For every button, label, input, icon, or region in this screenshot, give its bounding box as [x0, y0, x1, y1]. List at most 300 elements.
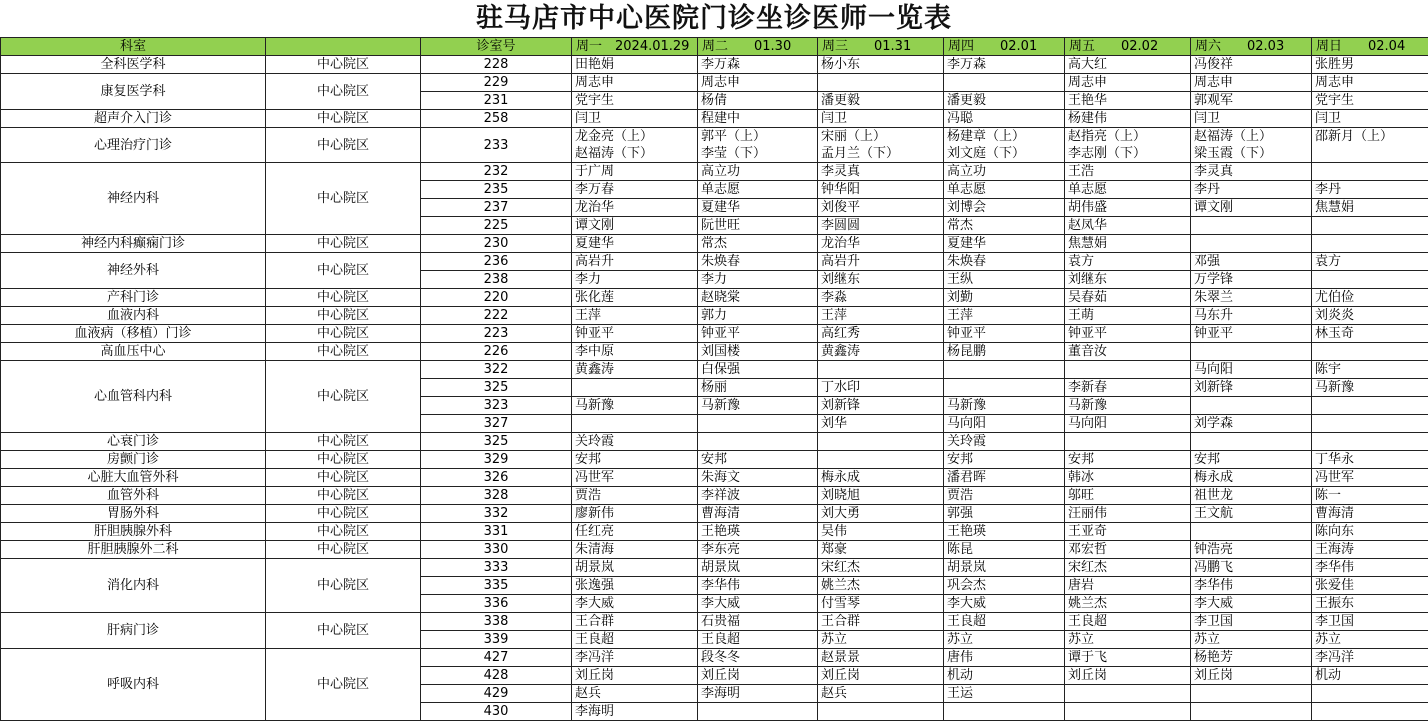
- department-cell[interactable]: 胃肠外科: [1, 505, 266, 523]
- room-cell[interactable]: 336: [421, 595, 572, 613]
- campus-cell[interactable]: 中心院区: [266, 361, 421, 433]
- doctor-cell[interactable]: [944, 361, 1065, 379]
- department-cell[interactable]: 心脏大血管外科: [1, 469, 266, 487]
- doctor-cell[interactable]: 贾浩: [572, 487, 698, 505]
- doctor-cell[interactable]: 李力: [698, 271, 818, 289]
- header-room[interactable]: 诊室号: [421, 38, 572, 56]
- doctor-cell[interactable]: 高立功: [944, 163, 1065, 181]
- doctor-cell[interactable]: [1191, 128, 1312, 163]
- doctor-cell[interactable]: [1065, 128, 1191, 163]
- doctor-cell[interactable]: 闫卫: [818, 110, 944, 128]
- doctor-cell[interactable]: 高立功: [698, 163, 818, 181]
- doctor-cell[interactable]: 刘华: [818, 415, 944, 433]
- doctor-cell[interactable]: [1312, 433, 1428, 451]
- room-cell[interactable]: 323: [421, 397, 572, 415]
- doctor-cell[interactable]: 袁方: [1065, 253, 1191, 271]
- doctor-cell[interactable]: 丁华永: [1312, 451, 1428, 469]
- doctor-cell[interactable]: 谭于飞: [1065, 649, 1191, 667]
- campus-cell[interactable]: 中心院区: [266, 469, 421, 487]
- doctor-cell[interactable]: 郭力: [698, 307, 818, 325]
- doctor-cell[interactable]: 林玉奇: [1312, 325, 1428, 343]
- doctor-cell[interactable]: 田艳娟: [572, 56, 698, 74]
- room-cell[interactable]: 327: [421, 415, 572, 433]
- department-cell[interactable]: 超声介入门诊: [1, 110, 266, 128]
- doctor-cell[interactable]: 朱翠兰: [1191, 289, 1312, 307]
- header-monday[interactable]: 周一 2024.01.29: [572, 38, 698, 56]
- doctor-cell[interactable]: 党宇生: [1312, 92, 1428, 110]
- department-cell[interactable]: 血液病（移植）门诊: [1, 325, 266, 343]
- doctor-cell[interactable]: 刘丘岗: [698, 667, 818, 685]
- room-cell[interactable]: 233: [421, 128, 572, 163]
- doctor-cell[interactable]: [1065, 433, 1191, 451]
- doctor-cell[interactable]: 周志申: [1065, 74, 1191, 92]
- doctor-cell[interactable]: 唐伟: [944, 649, 1065, 667]
- department-cell[interactable]: 心理治疗门诊: [1, 128, 266, 163]
- doctor-cell[interactable]: 王艳瑛: [944, 523, 1065, 541]
- doctor-cell[interactable]: 刘博会: [944, 199, 1065, 217]
- campus-cell[interactable]: 中心院区: [266, 74, 421, 110]
- doctor-cell[interactable]: 王良超: [698, 631, 818, 649]
- campus-cell[interactable]: 中心院区: [266, 613, 421, 649]
- doctor-cell[interactable]: 杨倩: [698, 92, 818, 110]
- doctor-cell[interactable]: 机动: [1312, 667, 1428, 685]
- doctor-cell[interactable]: 李海明: [572, 703, 698, 721]
- room-cell[interactable]: 238: [421, 271, 572, 289]
- campus-cell[interactable]: 中心院区: [266, 325, 421, 343]
- doctor-cell[interactable]: 王亚奇: [1065, 523, 1191, 541]
- room-cell[interactable]: 325: [421, 433, 572, 451]
- doctor-cell[interactable]: [1312, 343, 1428, 361]
- doctor-cell[interactable]: 赵晓棠: [698, 289, 818, 307]
- doctor-cell[interactable]: 朱海文: [698, 469, 818, 487]
- department-cell[interactable]: 呼吸内科: [1, 649, 266, 721]
- doctor-cell[interactable]: 李海明: [698, 685, 818, 703]
- room-cell[interactable]: 427: [421, 649, 572, 667]
- doctor-cell[interactable]: 姚兰杰: [818, 577, 944, 595]
- doctor-cell[interactable]: 刘勤: [944, 289, 1065, 307]
- doctor-cell[interactable]: 刘丘岗: [1065, 667, 1191, 685]
- campus-cell[interactable]: 中心院区: [266, 487, 421, 505]
- doctor-cell[interactable]: [818, 74, 944, 92]
- doctor-cell[interactable]: 陈宇: [1312, 361, 1428, 379]
- doctor-cell[interactable]: 李东亮: [698, 541, 818, 559]
- doctor-cell[interactable]: 刘俊平: [818, 199, 944, 217]
- doctor-cell[interactable]: 郑豪: [818, 541, 944, 559]
- doctor-cell[interactable]: 王良超: [1065, 613, 1191, 631]
- doctor-cell[interactable]: 党宇生: [572, 92, 698, 110]
- room-cell[interactable]: 329: [421, 451, 572, 469]
- doctor-cell[interactable]: 廖新伟: [572, 505, 698, 523]
- doctor-cell[interactable]: [1191, 703, 1312, 721]
- doctor-cell[interactable]: 张爱佳: [1312, 577, 1428, 595]
- doctor-cell[interactable]: 曹海清: [698, 505, 818, 523]
- doctor-cell[interactable]: 潘君晖: [944, 469, 1065, 487]
- doctor-cell[interactable]: 李华伟: [1191, 577, 1312, 595]
- doctor-cell[interactable]: [1312, 217, 1428, 235]
- doctor-cell[interactable]: 汪丽伟: [1065, 505, 1191, 523]
- doctor-cell[interactable]: 阮世旺: [698, 217, 818, 235]
- doctor-cell[interactable]: 高岩升: [572, 253, 698, 271]
- doctor-cell[interactable]: 谭文刚: [1191, 199, 1312, 217]
- doctor-cell[interactable]: 王萍: [818, 307, 944, 325]
- doctor-cell[interactable]: 尤伯俭: [1312, 289, 1428, 307]
- doctor-cell[interactable]: [1191, 217, 1312, 235]
- campus-cell[interactable]: 中心院区: [266, 253, 421, 289]
- doctor-cell[interactable]: 李淼: [818, 289, 944, 307]
- department-cell[interactable]: 神经外科: [1, 253, 266, 289]
- room-cell[interactable]: 258: [421, 110, 572, 128]
- doctor-cell[interactable]: 刘国楼: [698, 343, 818, 361]
- doctor-cell[interactable]: 刘大勇: [818, 505, 944, 523]
- header-tuesday[interactable]: 周二 01.30: [698, 38, 818, 56]
- doctor-cell[interactable]: [698, 128, 818, 163]
- doctor-cell[interactable]: 常杰: [944, 217, 1065, 235]
- doctor-cell[interactable]: 石贵福: [698, 613, 818, 631]
- department-cell[interactable]: 高血压中心: [1, 343, 266, 361]
- doctor-cell[interactable]: [1312, 271, 1428, 289]
- doctor-cell[interactable]: 马向阳: [1065, 415, 1191, 433]
- doctor-cell[interactable]: 马新豫: [944, 397, 1065, 415]
- doctor-cell[interactable]: 冯世军: [1312, 469, 1428, 487]
- room-cell[interactable]: 229: [421, 74, 572, 92]
- doctor-cell[interactable]: 王纵: [944, 271, 1065, 289]
- room-cell[interactable]: 232: [421, 163, 572, 181]
- doctor-cell[interactable]: 苏立: [944, 631, 1065, 649]
- doctor-cell[interactable]: 陈一: [1312, 487, 1428, 505]
- doctor-cell[interactable]: [698, 703, 818, 721]
- doctor-cell[interactable]: [1191, 433, 1312, 451]
- doctor-cell[interactable]: 郭强: [944, 505, 1065, 523]
- doctor-cell[interactable]: [572, 379, 698, 397]
- doctor-cell[interactable]: 李新春: [1065, 379, 1191, 397]
- doctor-cell[interactable]: 刘丘岗: [572, 667, 698, 685]
- room-cell[interactable]: 328: [421, 487, 572, 505]
- doctor-cell[interactable]: 王文航: [1191, 505, 1312, 523]
- doctor-cell[interactable]: [944, 128, 1065, 163]
- doctor-cell[interactable]: 梅永成: [1191, 469, 1312, 487]
- department-cell[interactable]: 血管外科: [1, 487, 266, 505]
- doctor-cell[interactable]: 李灵真: [1191, 163, 1312, 181]
- doctor-cell[interactable]: [1191, 343, 1312, 361]
- doctor-cell[interactable]: 宋红杰: [1065, 559, 1191, 577]
- campus-cell[interactable]: 中心院区: [266, 128, 421, 163]
- doctor-cell[interactable]: 钟华阳: [818, 181, 944, 199]
- doctor-cell[interactable]: 吴春茹: [1065, 289, 1191, 307]
- doctor-cell[interactable]: 胡景岚: [944, 559, 1065, 577]
- campus-cell[interactable]: 中心院区: [266, 56, 421, 74]
- doctor-cell[interactable]: 高岩升: [818, 253, 944, 271]
- doctor-cell[interactable]: 万学锋: [1191, 271, 1312, 289]
- doctor-cell[interactable]: 安邦: [1191, 451, 1312, 469]
- doctor-cell[interactable]: 王良超: [944, 613, 1065, 631]
- doctor-cell[interactable]: 陈向东: [1312, 523, 1428, 541]
- doctor-cell[interactable]: 王艳华: [1065, 92, 1191, 110]
- campus-cell[interactable]: 中心院区: [266, 505, 421, 523]
- header-department[interactable]: 科室: [1, 38, 266, 56]
- doctor-cell[interactable]: 赵凤华: [1065, 217, 1191, 235]
- doctor-cell[interactable]: 钟亚平: [1191, 325, 1312, 343]
- doctor-cell[interactable]: 邓强: [1191, 253, 1312, 271]
- doctor-cell[interactable]: 苏立: [1312, 631, 1428, 649]
- room-cell[interactable]: 325: [421, 379, 572, 397]
- header-area[interactable]: [266, 38, 421, 56]
- doctor-cell[interactable]: 李大威: [1191, 595, 1312, 613]
- doctor-cell[interactable]: 杨昆鹏: [944, 343, 1065, 361]
- doctor-cell[interactable]: [1065, 685, 1191, 703]
- doctor-cell[interactable]: 李大威: [944, 595, 1065, 613]
- doctor-cell[interactable]: 朱焕春: [944, 253, 1065, 271]
- room-cell[interactable]: 236: [421, 253, 572, 271]
- department-cell[interactable]: 神经内科癫痫门诊: [1, 235, 266, 253]
- doctor-cell[interactable]: 李万春: [572, 181, 698, 199]
- doctor-cell[interactable]: 安邦: [1065, 451, 1191, 469]
- doctor-cell[interactable]: [1312, 235, 1428, 253]
- doctor-cell[interactable]: 周志申: [1191, 74, 1312, 92]
- campus-cell[interactable]: 中心院区: [266, 235, 421, 253]
- doctor-cell[interactable]: 潘更毅: [818, 92, 944, 110]
- department-cell[interactable]: 房颤门诊: [1, 451, 266, 469]
- doctor-cell[interactable]: 马向阳: [1191, 361, 1312, 379]
- doctor-cell[interactable]: 钟亚平: [1065, 325, 1191, 343]
- campus-cell[interactable]: 中心院区: [266, 163, 421, 235]
- doctor-cell[interactable]: [1312, 128, 1428, 163]
- doctor-cell[interactable]: 任红亮: [572, 523, 698, 541]
- doctor-cell[interactable]: 邬旺: [1065, 487, 1191, 505]
- room-cell[interactable]: 230: [421, 235, 572, 253]
- doctor-cell[interactable]: 潘更毅: [944, 92, 1065, 110]
- doctor-cell[interactable]: [1312, 397, 1428, 415]
- doctor-cell[interactable]: 安邦: [572, 451, 698, 469]
- doctor-cell[interactable]: 焦慧娟: [1312, 199, 1428, 217]
- doctor-cell[interactable]: 袁方: [1312, 253, 1428, 271]
- doctor-cell[interactable]: 刘丘岗: [1191, 667, 1312, 685]
- department-cell[interactable]: 康复医学科: [1, 74, 266, 110]
- doctor-cell[interactable]: 杨小东: [818, 56, 944, 74]
- department-cell[interactable]: 全科医学科: [1, 56, 266, 74]
- room-cell[interactable]: 332: [421, 505, 572, 523]
- doctor-cell[interactable]: 曹海清: [1312, 505, 1428, 523]
- doctor-cell[interactable]: 李祥波: [698, 487, 818, 505]
- doctor-cell[interactable]: 李中原: [572, 343, 698, 361]
- doctor-cell[interactable]: 刘新锋: [1191, 379, 1312, 397]
- campus-cell[interactable]: 中心院区: [266, 110, 421, 128]
- doctor-cell[interactable]: 刘继东: [1065, 271, 1191, 289]
- doctor-cell[interactable]: 李卫国: [1191, 613, 1312, 631]
- doctor-cell[interactable]: 刘学森: [1191, 415, 1312, 433]
- doctor-cell[interactable]: 邓宏哲: [1065, 541, 1191, 559]
- doctor-cell[interactable]: 闫卫: [1312, 110, 1428, 128]
- department-cell[interactable]: 产科门诊: [1, 289, 266, 307]
- doctor-cell[interactable]: 张逸强: [572, 577, 698, 595]
- doctor-cell[interactable]: 杨艳芳: [1191, 649, 1312, 667]
- doctor-cell[interactable]: [1065, 361, 1191, 379]
- doctor-cell[interactable]: 王合群: [572, 613, 698, 631]
- doctor-cell[interactable]: 冯世军: [572, 469, 698, 487]
- doctor-cell[interactable]: [1191, 685, 1312, 703]
- doctor-cell[interactable]: 朱焕春: [698, 253, 818, 271]
- doctor-cell[interactable]: 黄鑫涛: [572, 361, 698, 379]
- doctor-cell[interactable]: 闫卫: [572, 110, 698, 128]
- doctor-cell[interactable]: [944, 703, 1065, 721]
- doctor-cell[interactable]: 高大红: [1065, 56, 1191, 74]
- doctor-cell[interactable]: [818, 703, 944, 721]
- header-thursday[interactable]: 周四 02.01: [944, 38, 1065, 56]
- doctor-cell[interactable]: 王浩: [1065, 163, 1191, 181]
- doctor-cell[interactable]: 李冯洋: [1312, 649, 1428, 667]
- doctor-cell[interactable]: 李万森: [698, 56, 818, 74]
- doctor-cell[interactable]: 赵兵: [572, 685, 698, 703]
- doctor-cell[interactable]: [572, 415, 698, 433]
- header-friday[interactable]: 周五 02.02: [1065, 38, 1191, 56]
- department-cell[interactable]: 血液内科: [1, 307, 266, 325]
- campus-cell[interactable]: 中心院区: [266, 541, 421, 559]
- doctor-cell[interactable]: 赵景景: [818, 649, 944, 667]
- doctor-cell[interactable]: 龙治华: [572, 199, 698, 217]
- doctor-cell[interactable]: 李丹: [1312, 181, 1428, 199]
- campus-cell[interactable]: 中心院区: [266, 289, 421, 307]
- room-cell[interactable]: 430: [421, 703, 572, 721]
- campus-cell[interactable]: 中心院区: [266, 343, 421, 361]
- doctor-cell[interactable]: [818, 451, 944, 469]
- campus-cell[interactable]: 中心院区: [266, 307, 421, 325]
- doctor-cell[interactable]: 常杰: [698, 235, 818, 253]
- doctor-cell[interactable]: 杨建伟: [1065, 110, 1191, 128]
- room-cell[interactable]: 330: [421, 541, 572, 559]
- doctor-cell[interactable]: 冯聪: [944, 110, 1065, 128]
- doctor-cell[interactable]: 夏建华: [572, 235, 698, 253]
- campus-cell[interactable]: 中心院区: [266, 451, 421, 469]
- doctor-cell[interactable]: 王良超: [572, 631, 698, 649]
- campus-cell[interactable]: 中心院区: [266, 523, 421, 541]
- doctor-cell[interactable]: 李万森: [944, 56, 1065, 74]
- department-cell[interactable]: 肝胆胰腺外二科: [1, 541, 266, 559]
- doctor-cell[interactable]: [1312, 685, 1428, 703]
- doctor-cell[interactable]: 李华伟: [1312, 559, 1428, 577]
- doctor-cell[interactable]: [944, 379, 1065, 397]
- doctor-cell[interactable]: 李灵真: [818, 163, 944, 181]
- doctor-cell[interactable]: 刘晓旭: [818, 487, 944, 505]
- doctor-cell[interactable]: 丁水印: [818, 379, 944, 397]
- doctor-cell[interactable]: 王海涛: [1312, 541, 1428, 559]
- doctor-cell[interactable]: 苏立: [1191, 631, 1312, 649]
- doctor-cell[interactable]: 董音汝: [1065, 343, 1191, 361]
- doctor-cell[interactable]: 胡伟盛: [1065, 199, 1191, 217]
- doctor-cell[interactable]: 刘炎炎: [1312, 307, 1428, 325]
- doctor-cell[interactable]: 闫卫: [1191, 110, 1312, 128]
- doctor-cell[interactable]: 王运: [944, 685, 1065, 703]
- room-cell[interactable]: 225: [421, 217, 572, 235]
- doctor-cell[interactable]: 周志申: [698, 74, 818, 92]
- doctor-cell[interactable]: 钟亚平: [944, 325, 1065, 343]
- doctor-cell[interactable]: [1065, 703, 1191, 721]
- doctor-cell[interactable]: 刘继东: [818, 271, 944, 289]
- room-cell[interactable]: 237: [421, 199, 572, 217]
- room-cell[interactable]: 228: [421, 56, 572, 74]
- doctor-cell[interactable]: [818, 128, 944, 163]
- doctor-cell[interactable]: 李卫国: [1312, 613, 1428, 631]
- header-wednesday[interactable]: 周三 01.31: [818, 38, 944, 56]
- doctor-cell[interactable]: 黄鑫涛: [818, 343, 944, 361]
- doctor-cell[interactable]: 焦慧娟: [1065, 235, 1191, 253]
- doctor-cell[interactable]: 王萌: [1065, 307, 1191, 325]
- doctor-cell[interactable]: 王振东: [1312, 595, 1428, 613]
- doctor-cell[interactable]: [1312, 163, 1428, 181]
- header-saturday[interactable]: 周六 02.03: [1191, 38, 1312, 56]
- doctor-cell[interactable]: 马新豫: [698, 397, 818, 415]
- doctor-cell[interactable]: 韩冰: [1065, 469, 1191, 487]
- department-cell[interactable]: 心衰门诊: [1, 433, 266, 451]
- doctor-cell[interactable]: 苏立: [818, 631, 944, 649]
- doctor-cell[interactable]: 龙治华: [818, 235, 944, 253]
- doctor-cell[interactable]: 吴伟: [818, 523, 944, 541]
- room-cell[interactable]: 338: [421, 613, 572, 631]
- doctor-cell[interactable]: 单志愿: [698, 181, 818, 199]
- doctor-cell[interactable]: 程建中: [698, 110, 818, 128]
- doctor-cell[interactable]: 马向阳: [944, 415, 1065, 433]
- room-cell[interactable]: 223: [421, 325, 572, 343]
- department-cell[interactable]: 神经内科: [1, 163, 266, 235]
- doctor-cell[interactable]: [1312, 415, 1428, 433]
- doctor-cell[interactable]: [698, 415, 818, 433]
- doctor-cell[interactable]: 刘新锋: [818, 397, 944, 415]
- doctor-cell[interactable]: 冯俊祥: [1191, 56, 1312, 74]
- doctor-cell[interactable]: 李丹: [1191, 181, 1312, 199]
- doctor-cell[interactable]: [818, 361, 944, 379]
- room-cell[interactable]: 335: [421, 577, 572, 595]
- doctor-cell[interactable]: [1312, 703, 1428, 721]
- doctor-cell[interactable]: 李力: [572, 271, 698, 289]
- doctor-cell[interactable]: 周志申: [572, 74, 698, 92]
- doctor-cell[interactable]: 周志申: [1312, 74, 1428, 92]
- doctor-cell[interactable]: [698, 433, 818, 451]
- doctor-cell[interactable]: 巩会杰: [944, 577, 1065, 595]
- room-cell[interactable]: 333: [421, 559, 572, 577]
- doctor-cell[interactable]: 赵兵: [818, 685, 944, 703]
- doctor-cell[interactable]: 夏建华: [698, 199, 818, 217]
- room-cell[interactable]: 220: [421, 289, 572, 307]
- doctor-cell[interactable]: 王萍: [572, 307, 698, 325]
- room-cell[interactable]: 429: [421, 685, 572, 703]
- room-cell[interactable]: 231: [421, 92, 572, 110]
- doctor-cell[interactable]: 于广周: [572, 163, 698, 181]
- doctor-cell[interactable]: 马新豫: [572, 397, 698, 415]
- doctor-cell[interactable]: 单志愿: [1065, 181, 1191, 199]
- doctor-cell[interactable]: [818, 433, 944, 451]
- doctor-cell[interactable]: 钟亚平: [698, 325, 818, 343]
- doctor-cell[interactable]: 马新豫: [1065, 397, 1191, 415]
- department-cell[interactable]: 肝病门诊: [1, 613, 266, 649]
- doctor-cell[interactable]: [1191, 397, 1312, 415]
- department-cell[interactable]: 消化内科: [1, 559, 266, 613]
- doctor-cell[interactable]: 钟浩亮: [1191, 541, 1312, 559]
- doctor-cell[interactable]: 李冯洋: [572, 649, 698, 667]
- department-cell[interactable]: 心血管科内科: [1, 361, 266, 433]
- doctor-cell[interactable]: 姚兰杰: [1065, 595, 1191, 613]
- doctor-cell[interactable]: 付雪琴: [818, 595, 944, 613]
- doctor-cell[interactable]: 梅永成: [818, 469, 944, 487]
- doctor-cell[interactable]: 郭观军: [1191, 92, 1312, 110]
- room-cell[interactable]: 226: [421, 343, 572, 361]
- doctor-cell[interactable]: 王艳瑛: [698, 523, 818, 541]
- doctor-cell[interactable]: 段冬冬: [698, 649, 818, 667]
- header-sunday[interactable]: 周日 02.04: [1312, 38, 1428, 56]
- doctor-cell[interactable]: 苏立: [1065, 631, 1191, 649]
- doctor-cell[interactable]: 祖世龙: [1191, 487, 1312, 505]
- doctor-cell[interactable]: [572, 128, 698, 163]
- doctor-cell[interactable]: 张化莲: [572, 289, 698, 307]
- doctor-cell[interactable]: 夏建华: [944, 235, 1065, 253]
- doctor-cell[interactable]: 关玲霞: [944, 433, 1065, 451]
